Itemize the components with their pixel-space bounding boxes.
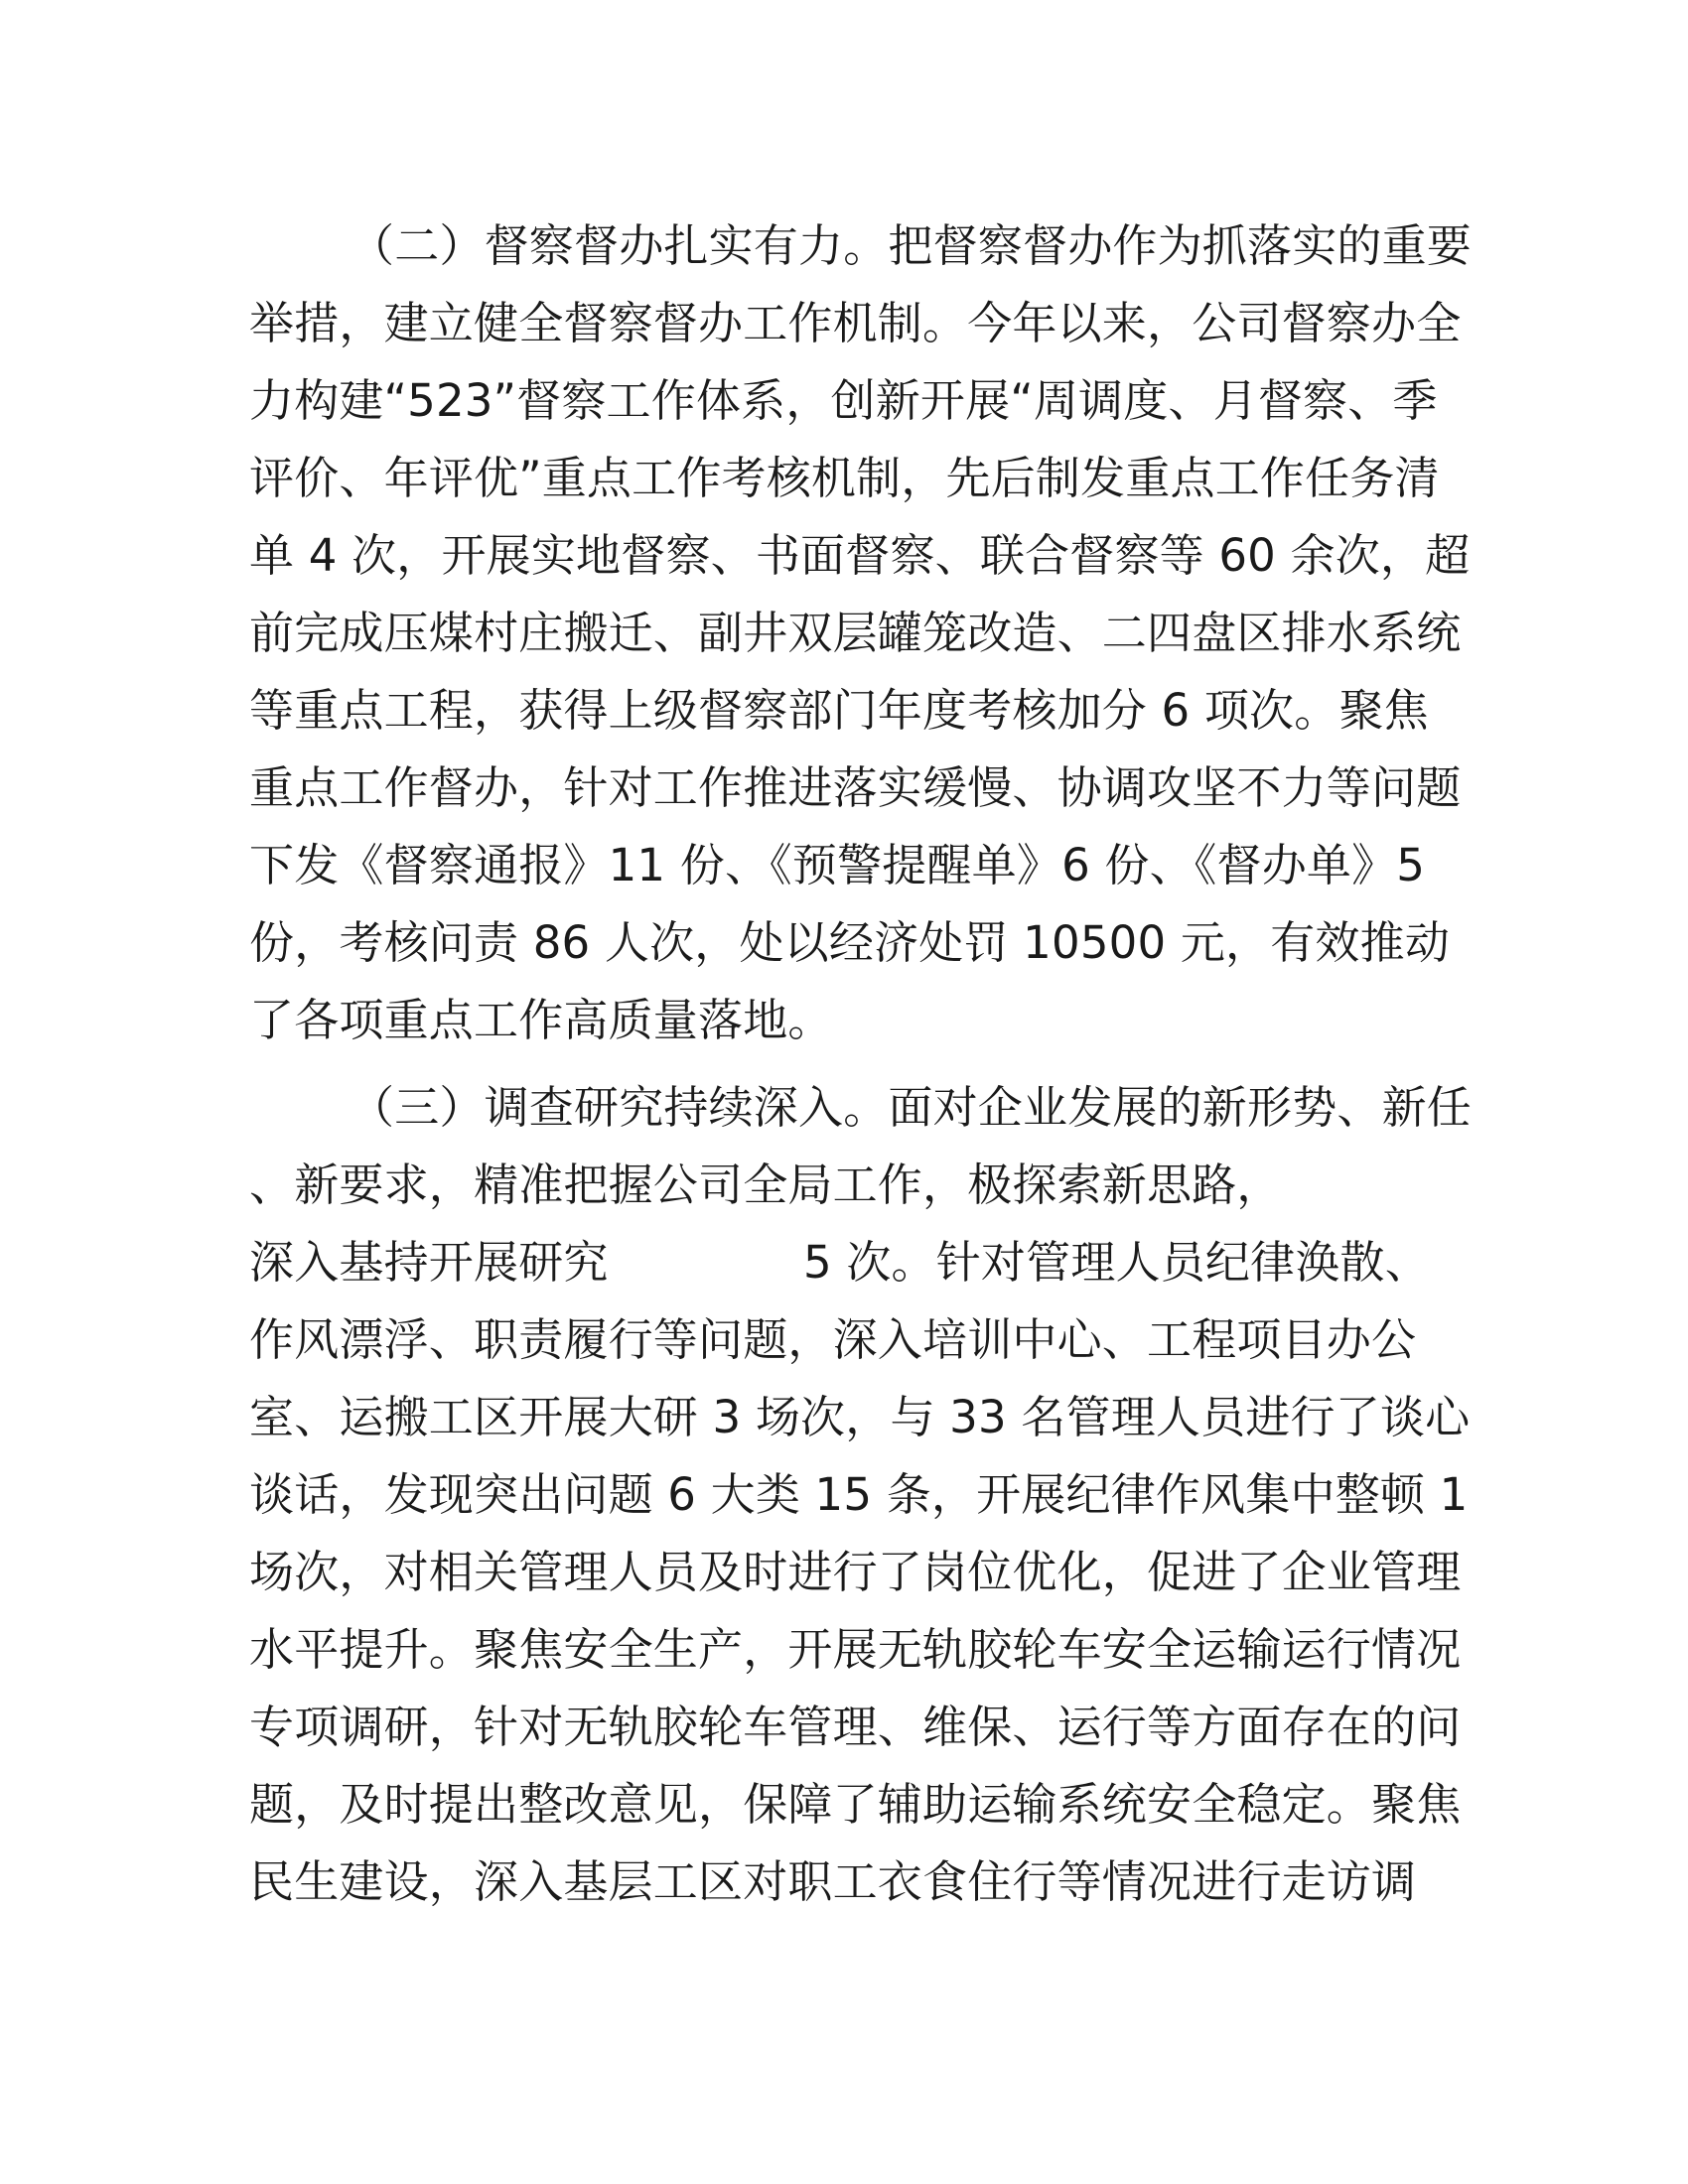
paragraph-2-line-2: 举措，建立健全督察督办工作机制。今年以来，公司督察办全 — [249, 297, 1462, 349]
paragraph-2-line-7: 等重点工程，获得上级督察部门年度考核加分 6 项次。聚焦 — [249, 684, 1429, 737]
paragraph-2-line-10: 份，考核问责 86 人次，处以经济处罚 10500 元，有效推动 — [249, 916, 1451, 969]
paragraph-3-line-9: 专项调研，针对无轨胶轮车管理、维保、运行等方面存在的问 — [249, 1701, 1462, 1753]
paragraph-3-line-7: 场次，对相关管理人员及时进行了岗位优化，促进了企业管理 — [249, 1546, 1462, 1598]
paragraph-2-line-9: 下发《督察通报》11 份、《预警提醒单》6 份、《督办单》5 — [249, 839, 1426, 891]
paragraph-2-line-1: （二）督察督办扎实有力。把督察督办作为抓落实的重要 — [350, 219, 1473, 272]
paragraph-3-line-10: 题，及时提出整改意见，保障了辅助运输系统安全稳定。聚焦 — [249, 1778, 1462, 1831]
paragraph-2-line-8: 重点工作督办，针对工作推进落实缓慢、协调攻坚不力等问题 — [249, 761, 1462, 814]
paragraph-2-line-6: 前完成压煤村庄搬迁、副井双层罐笼改造、二四盘区排水系统 — [249, 607, 1462, 659]
paragraph-3-line-6: 谈话，发现突出问题 6 大类 15 条，开展纪律作风集中整顿 1 — [249, 1468, 1469, 1521]
paragraph-3-line-5: 室、运搬工区开展大研 3 场次，与 33 名管理人员进行了谈心 — [249, 1391, 1471, 1443]
paragraph-3-line-3 — [249, 1228, 1441, 1297]
paragraph-2-line-11: 了各项重点工作高质量落地。 — [249, 994, 833, 1046]
paragraph-3-line-1: （三）调查研究持续深入。面对企业发展的新形势、新任 — [350, 1081, 1473, 1134]
paragraph-3-line-2: 、新要求，精准把握公司全局工作，极探索新思路， — [249, 1159, 1282, 1211]
paragraph-3-line-11: 民生建设，深入基层工区对职工衣食住行等情况进行走访调 — [249, 1855, 1417, 1908]
paragraph-3-line-4: 作风漂浮、职责履行等问题，深入培训中心、工程项目办公 — [249, 1313, 1417, 1366]
paragraph-3-line-3-end: 5 次。针对管理人员纪律涣散、 — [803, 1236, 1430, 1289]
paragraph-2-line-3: 力构建“523”督察工作体系，创新开展“周调度、月督察、季 — [249, 374, 1438, 427]
paragraph-2-line-4: 评价、年评优”重点工作考核机制，先后制发重点工作任务清 — [249, 452, 1440, 504]
paragraph-3-line-3-start: 深入基持开展研究 — [249, 1236, 609, 1289]
paragraph-3-line-8: 水平提升。聚焦安全生产，开展无轨胶轮车安全运输运行情况 — [249, 1623, 1462, 1676]
paragraph-2-line-5: 单 4 次，开展实地督察、书面督察、联合督察等 60 余次，超 — [249, 529, 1471, 582]
